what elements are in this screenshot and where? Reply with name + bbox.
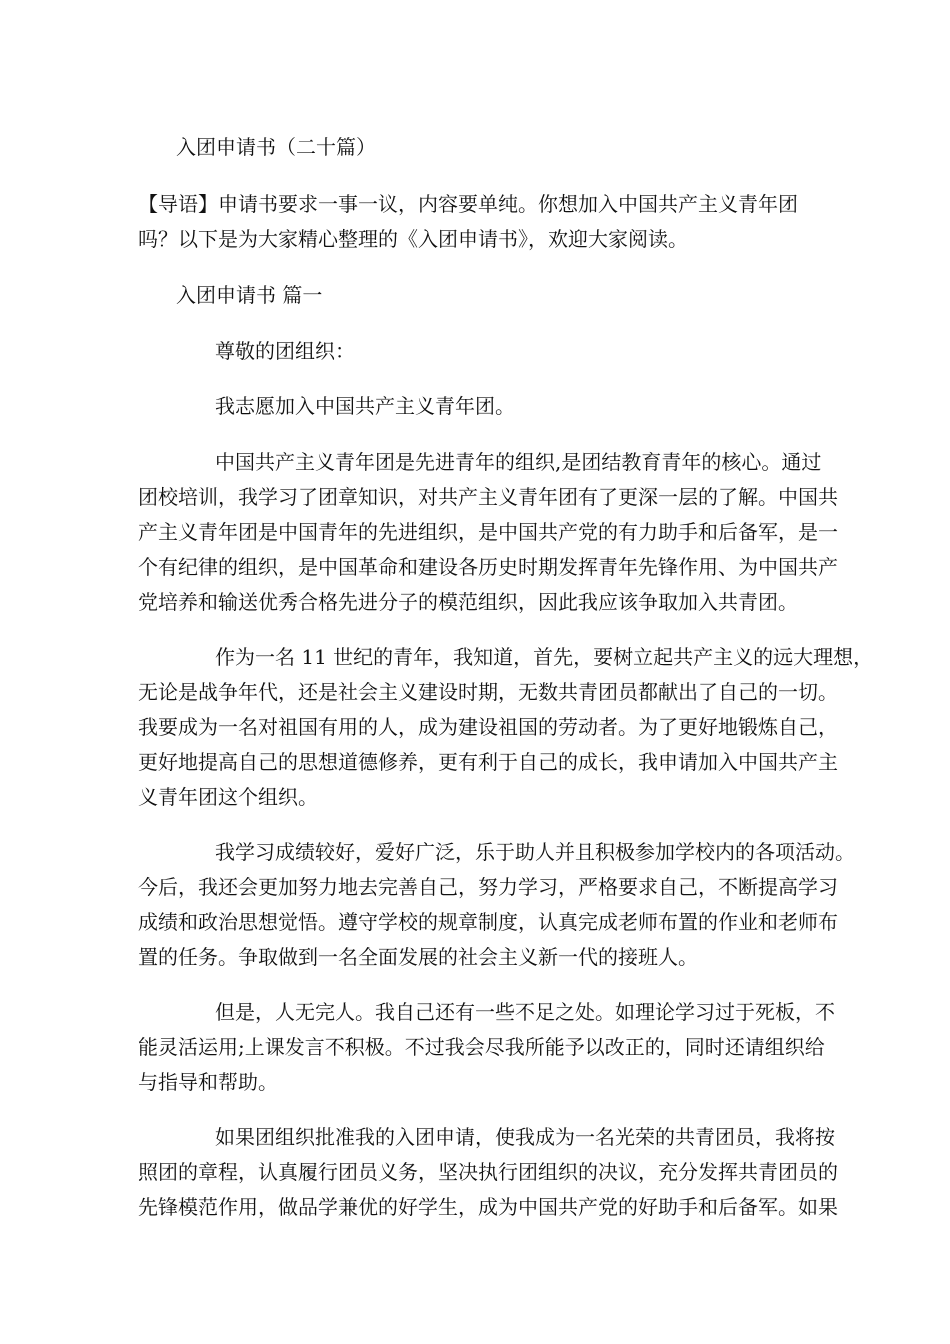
intro-line: 吗？以下是为大家精心整理的《入团申请书》，欢迎大家阅读。 [138,227,688,251]
paragraph-line: 更好地提高自己的思想道德修养，更有利于自己的成长，我申请加入中国共产主 [138,750,838,774]
paragraph-line: 我要成为一名对祖国有用的人，成为建设祖国的劳动者。为了更好地锻炼自己， [138,715,838,739]
paragraph-line: 先锋模范作用，做品学兼优的好学生，成为中国共产党的好助手和后备军。如果 [138,1195,838,1219]
paragraph-line: 党培养和输送优秀合格先进分子的模范组织，因此我应该争取加入共青团。 [138,590,798,614]
paragraph-line: 如果团组织批准我的入团申请，使我成为一名光荣的共青团员，我将按 [215,1125,835,1149]
paragraph-line: 作为一名 11 世纪的青年，我知道，首先，要树立起共产主义的远大理想， [215,645,874,669]
paragraph-line: 照团的章程，认真履行团员义务，坚决执行团组织的决议，充分发挥共青团员的 [138,1160,838,1184]
salutation: 尊敬的团组织： [215,339,355,363]
paragraph-line: 团校培训，我学习了团章知识，对共产主义青年团有了更深一层的了解。中国共 [138,485,838,509]
paragraph-line: 我志愿加入中国共产主义青年团。 [215,394,515,418]
paragraph-line: 义青年团这个组织。 [138,785,318,809]
intro-line: 【导语】申请书要求一事一议，内容要单纯。你想加入中国共产主义青年团 [138,192,798,216]
document-title: 入团申请书（二十篇） [176,135,376,159]
paragraph-line: 无论是战争年代，还是社会主义建设时期，无数共青团员都献出了自己的一切。 [138,680,838,704]
paragraph-line: 中国共产主义青年团是先进青年的组织,是团结教育青年的核心。通过 [215,450,822,474]
paragraph-line: 但是，人无完人。我自己还有一些不足之处。如理论学习过于死板，不 [215,1000,835,1024]
paragraph-line: 成绩和政治思想觉悟。遵守学校的规章制度，认真完成老师布置的作业和老师布 [138,910,838,934]
paragraph-line: 个有纪律的组织，是中国革命和建设各历史时期发挥青年先锋作用、为中国共产 [138,555,838,579]
paragraph-line: 我学习成绩较好，爱好广泛，乐于助人并且积极参加学校内的各项活动。 [215,840,855,864]
paragraph-line: 产主义青年团是中国青年的先进组织，是中国共产党的有力助手和后备军，是一 [138,520,838,544]
paragraph-line: 能灵活运用;上课发言不积极。不过我会尽我所能予以改正的，同时还请组织给 [138,1035,825,1059]
section-heading: 入团申请书 篇一 [176,283,323,307]
paragraph-line: 今后，我还会更加努力地去完善自己，努力学习，严格要求自己，不断提高学习 [138,875,838,899]
paragraph-line: 置的任务。争取做到一名全面发展的社会主义新一代的接班人。 [138,945,698,969]
paragraph-line: 与指导和帮助。 [138,1070,278,1094]
